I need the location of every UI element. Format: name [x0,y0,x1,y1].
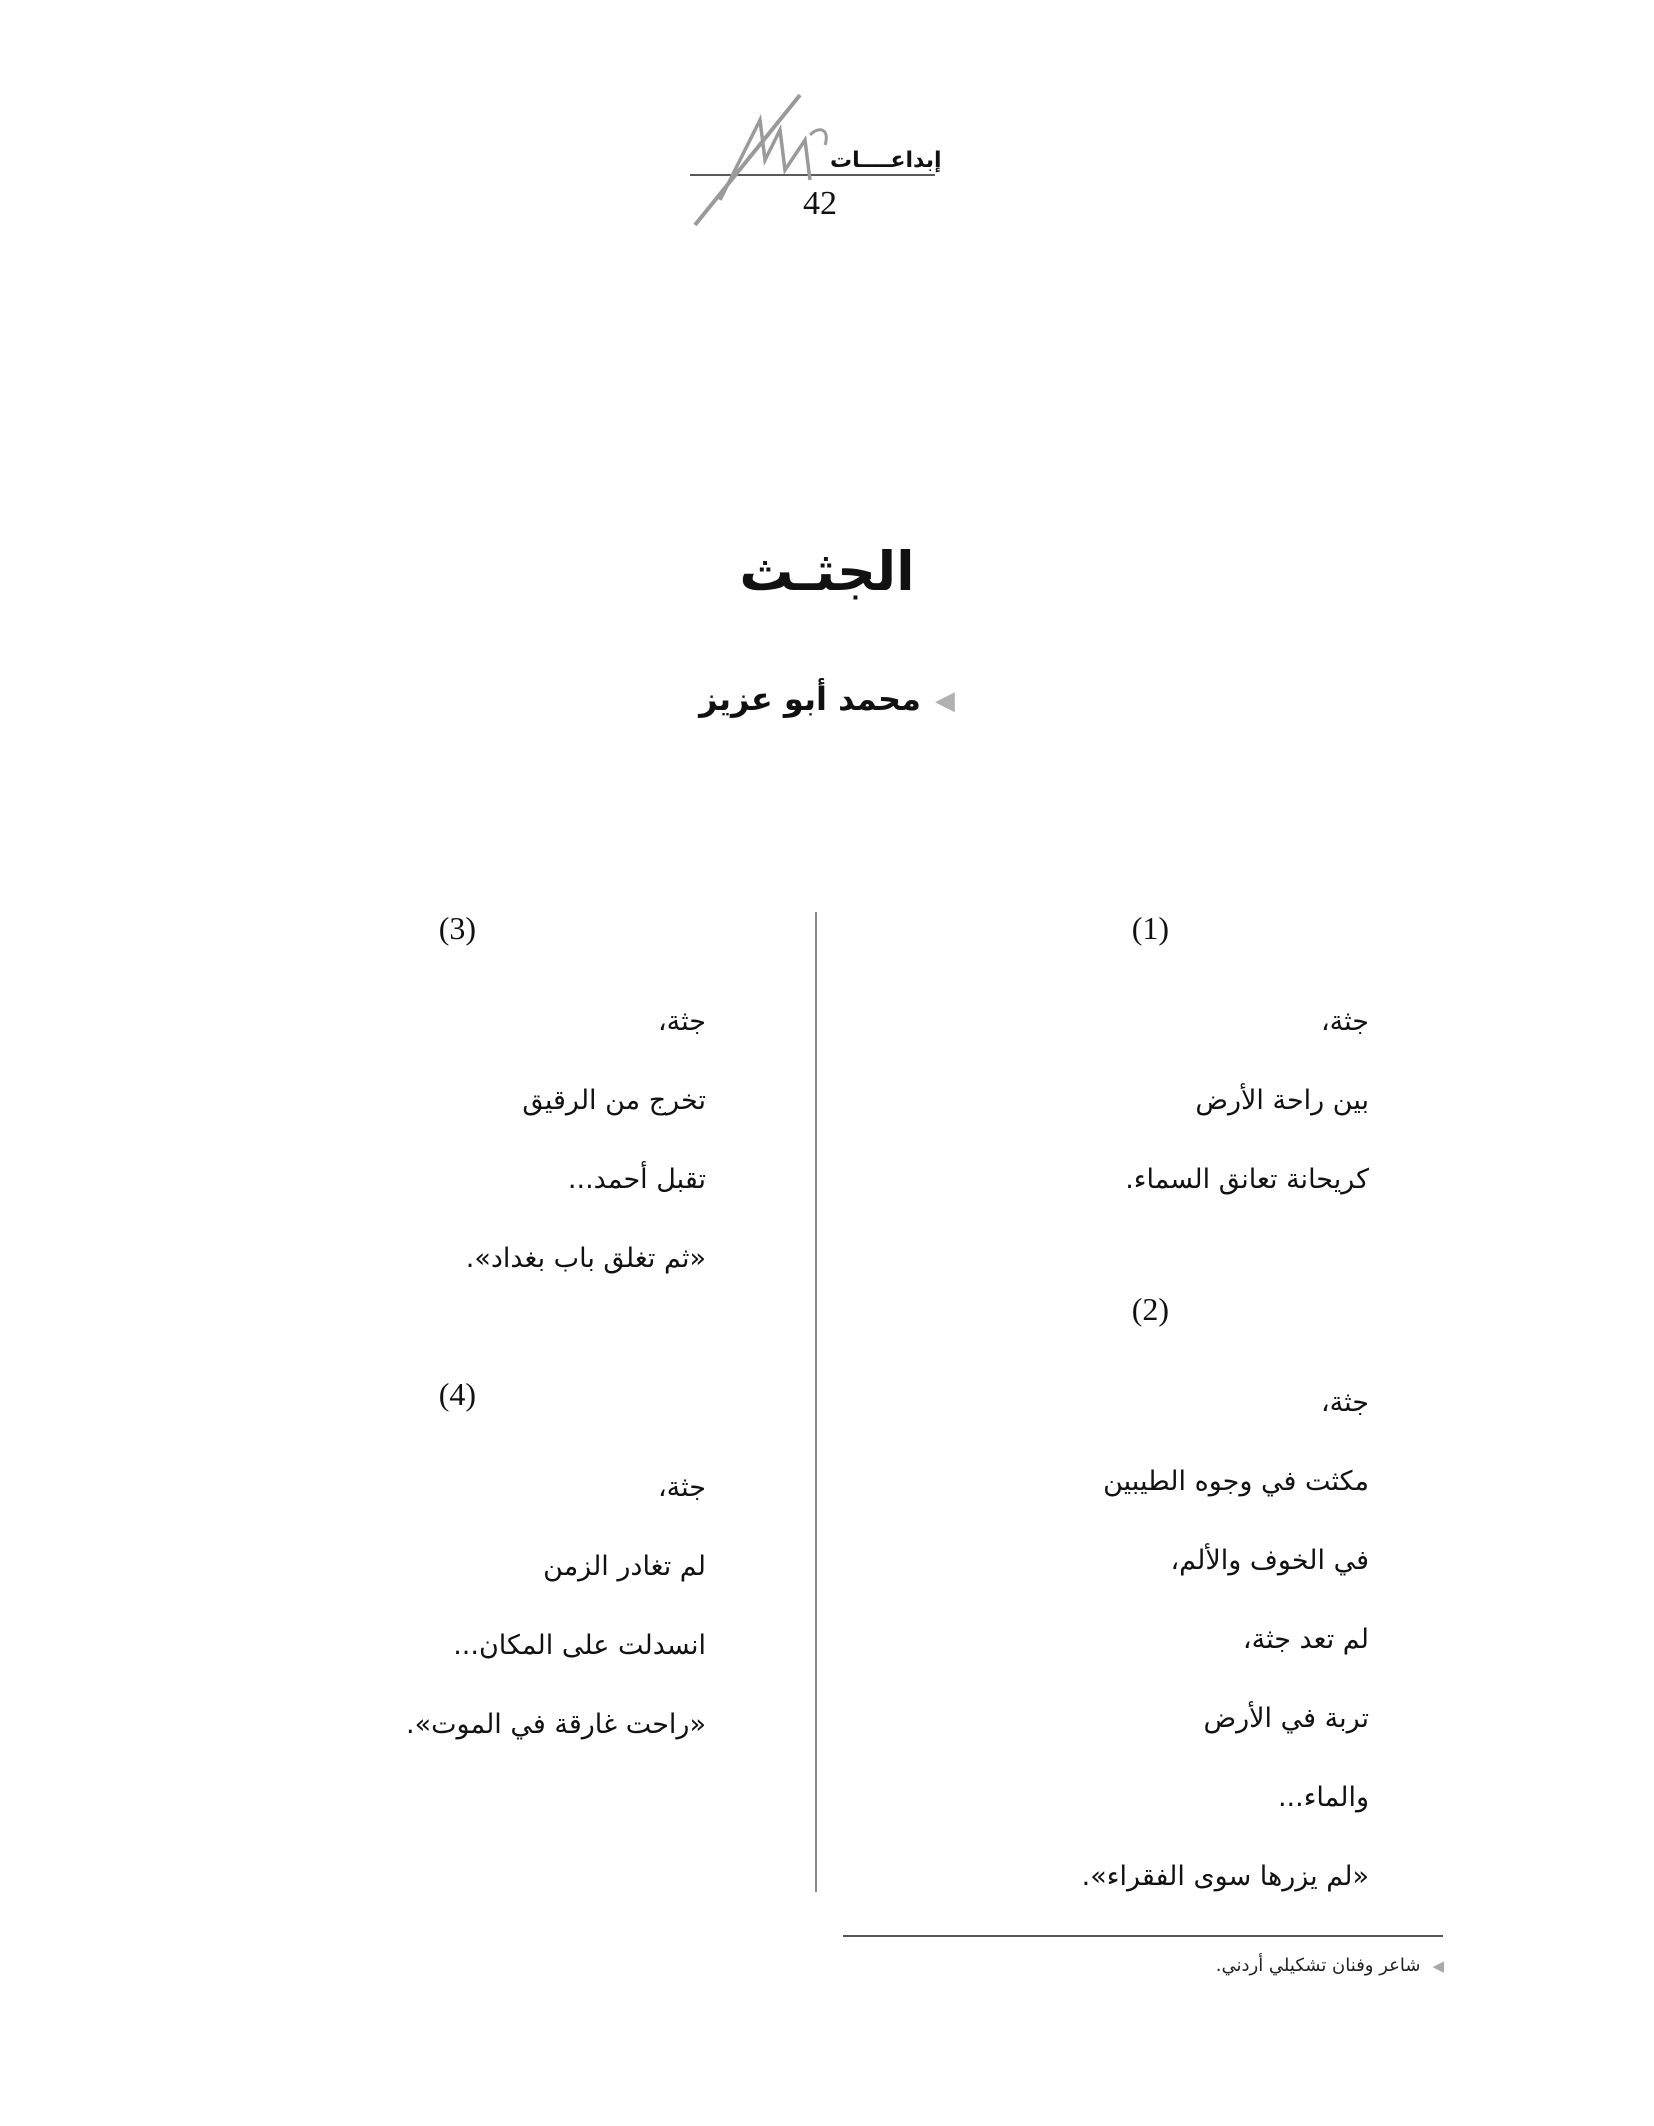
poem-line: في الخوف والألم، [1170,1545,1369,1576]
poem-line: تقبل أحمد... [567,1164,706,1195]
poem-line: بين راحة الأرض [1195,1085,1369,1116]
poem-line: جثة، [1320,1006,1369,1037]
poem-line: جثة، [657,1006,706,1037]
stanza-3 [226,900,706,1298]
stanza-2 [889,1281,1369,1916]
stanza-number: (1) [1131,910,1169,946]
poem-author [0,680,1654,718]
poem-line: «لم يزرها سوى الفقراء». [1081,1861,1369,1892]
poem-title: الجثـث [739,540,915,603]
poem-line: جثة، [657,1472,706,1503]
page-number: 42 [803,185,837,222]
right-column [889,900,1369,1916]
stanza-number: (2) [1131,1291,1169,1327]
poem-line: لم تعد جثة، [1242,1624,1369,1655]
stanza-4 [226,1366,706,1764]
section-label: إبداعــــات [830,148,942,173]
footnote [1216,1955,1444,1976]
poem-line: لم تغادر الزمن [543,1551,706,1582]
poem-line: مكثت في وجوه الطيبين [1103,1466,1369,1497]
poem-line: كريحانة تعانق السماء. [1125,1164,1369,1195]
author-name: محمد أبو عزيز [699,680,921,718]
poem-line: انسدلت على المكان... [453,1630,706,1661]
stanza-number: (4) [438,1376,476,1412]
left-column [226,900,706,1764]
stanza-number: (3) [438,910,476,946]
triangle-left-icon: ◀ [934,686,955,716]
poem-line: «ثم تغلق باب بغداد». [465,1243,706,1274]
poem-line: تخرج من الرقيق [522,1085,706,1116]
poem-line: تربة في الأرض [1203,1703,1369,1734]
poem-line: والماء... [1277,1782,1369,1813]
poem-line: جثة، [1320,1387,1369,1418]
triangle-left-icon: ◀ [1432,1957,1444,1975]
footnote-text: شاعر وفنان تشكيلي أردني. [1215,1955,1421,1976]
footnote-rule [843,1935,1443,1937]
poem-line: «راحت غارقة في الموت». [406,1709,706,1740]
stanza-1 [889,900,1369,1219]
column-divider [815,912,817,1892]
